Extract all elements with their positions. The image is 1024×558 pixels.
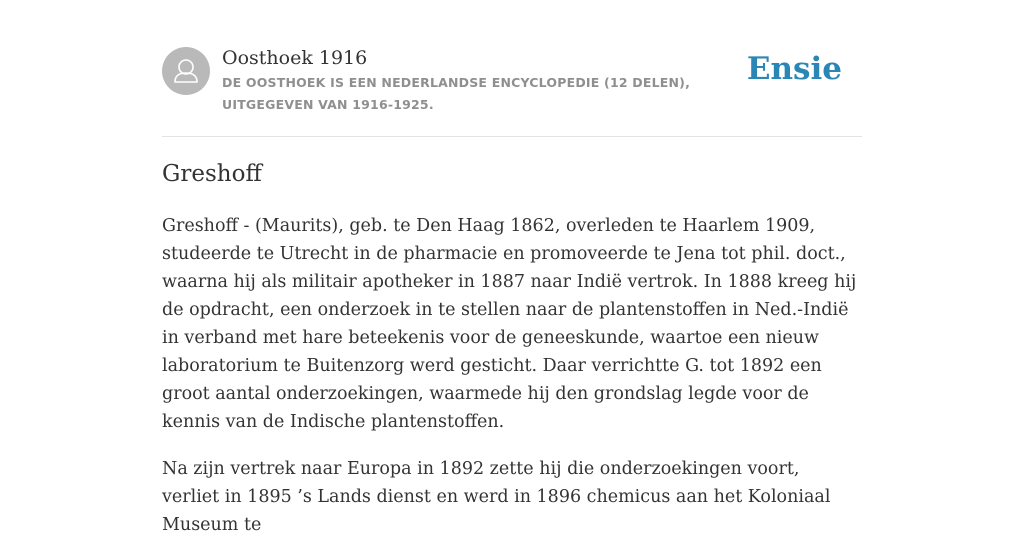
- source-name[interactable]: Oosthoek 1916: [222, 47, 368, 69]
- article-paragraph: Na zijn vertrek naar Europa in 1892 zette hij die onderzoekingen voort, verliet in 1895 ’s Lands dienst en werd in 1896 chemicus aan het Koloniaal Museum te: [162, 459, 831, 535]
- article-body: [162, 212, 862, 558]
- article-title: Greshoff: [162, 161, 262, 187]
- ensie-logo[interactable]: Ensie: [746, 51, 842, 87]
- source-description: DE OOSTHOEK IS EEN NEDERLANDSE ENCYCLOPEDIE (12 DELEN), UITGEGEVEN VAN 1916-1925.: [222, 75, 691, 112]
- source-header: [162, 44, 862, 137]
- article-paragraph: Greshoff - (Maurits), geb. te Den Haag 1862, overleden te Haarlem 1909, studeerde te Utrecht in de pharmacie en promoveerde te Jena tot phil. doct., waarna hij als militair apotheker in 1887 naar Indië vertrok. In 1888 kreeg hij de opdracht, een onderzoek in te stellen naar de plantenstoffen in Ned.-Indië in verband met hare beteekenis voor de geneeskunde, waartoe een nieuw laboratorium te Buitenzorg werd gesticht. Daar verrichtte G. tot 1892 een groot aantal onderzoekingen, waarmede hij den grondslag legde voor de kennis van de Indische plantenstoffen.: [162, 216, 857, 432]
- user-avatar-icon[interactable]: [162, 47, 210, 95]
